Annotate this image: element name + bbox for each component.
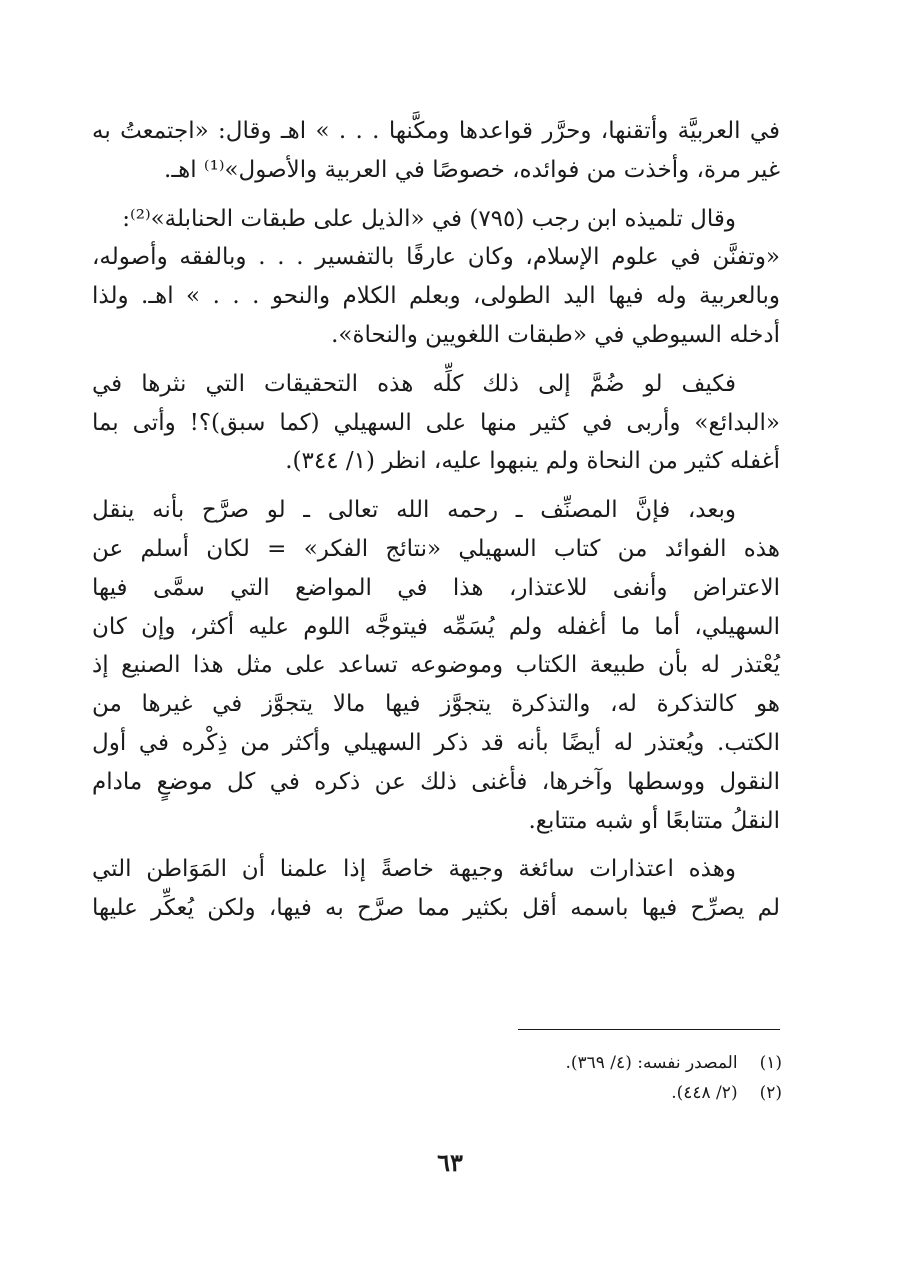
paragraph-5 [92,850,780,928]
body-text [92,112,780,938]
text-line: «وتفنَّن في علوم الإسلام، وكان عارفًا بالتفسير . . . وبالفقه وأصوله، [92,244,780,271]
text-line: الاعتراض وأنفى للاعتذار، هذا في المواضع التي سمَّى فيها [92,574,780,601]
text-line: النقلُ متتابعًا أو شبه متتابع. [528,807,780,834]
text-line: «البدائع» وأربى في كثير منها على السهيلي (كما سبق)؟! وأتى بما [92,409,780,436]
footnote-text: المصدر نفسه: (٤/ ٣٦٩). [565,1053,738,1073]
text-line: غير مرة، وأخذت من فوائده، خصوصًا في العربية والأصول»⁽¹⁾ اهـ. [164,156,780,183]
text-line: وبعد، فإنَّ المصنِّف ـ رحمه الله تعالى ـ لو صرَّح بأنه ينقل [92,497,736,524]
text-line: هذه الفوائد من كتاب السهيلي «نتائج الفكر» = لكان أسلم عن [92,535,780,562]
text-line: هو كالتذكرة له، والتذكرة يتجوَّز فيها مالا يتجوَّز في غيرها من [92,691,780,718]
footnote-1 [92,1048,782,1078]
text-line: وبالعربية وله فيها اليد الطولى، وبعلم الكلام والنحو . . . » اهـ. ولذا [92,283,780,310]
page-number: ٦٣ [437,1148,463,1177]
text-line: السهيلي، أما ما أغفله ولم يُسَمِّه فيتوجَّه اللوم عليه أكثر، وإن كان [92,613,780,640]
footnote-separator [518,1029,780,1030]
paragraph-4 [92,491,780,840]
text-line: لم يصرِّح فيها باسمه أقل بكثير مما صرَّح به فيها، ولكن يُعكِّر عليها [92,895,780,922]
text-line: يُعْتذر له بأن طبيعة الكتاب وموضوعه تساعد على مثل هذا الصنيع إذ [92,652,780,679]
footnote-2 [92,1078,782,1108]
footnote-number: (٢) [759,1083,782,1103]
paragraph-3 [92,365,780,481]
text-line: فكيف لو ضُمَّ إلى ذلك كلِّه هذه التحقيقات التي نثرها في [92,370,736,397]
text-line: أغفله كثير من النحاة ولم ينبهوا عليه، انظر (١/ ٣٤٤). [285,448,780,475]
text-line: في العربيَّة وأتقنها، وحرَّر قواعدها ومكَّنها . . . » اهـ وقال: «اجتمعتُ به [92,118,780,144]
footnote-number: (١) [759,1053,782,1073]
text-line: النقول ووسطها وآخرها، فأغنى ذلك عن ذكره في كل موضعٍ مادام [92,768,780,795]
footnotes [92,1048,782,1108]
text-line: وقال تلميذه ابن رجب (٧٩٥) في «الذيل على طبقات الحنابلة»⁽²⁾: [122,205,736,232]
paragraph-1 [92,112,780,190]
text-line: أدخله السيوطي في «طبقات اللغويين والنحاة». [331,321,780,348]
footnote-text: (٢/ ٤٤٨). [671,1083,738,1103]
text-line: الكتب. ويُعتذر له أيضًا بأنه قد ذكر السهيلي وأكثر من ذِكْره في أول [92,729,780,756]
text-line: وهذه اعتذارات سائغة وجيهة خاصةً إذا علمنا أن المَوَاطن التي [92,856,736,883]
paragraph-2 [92,200,780,355]
